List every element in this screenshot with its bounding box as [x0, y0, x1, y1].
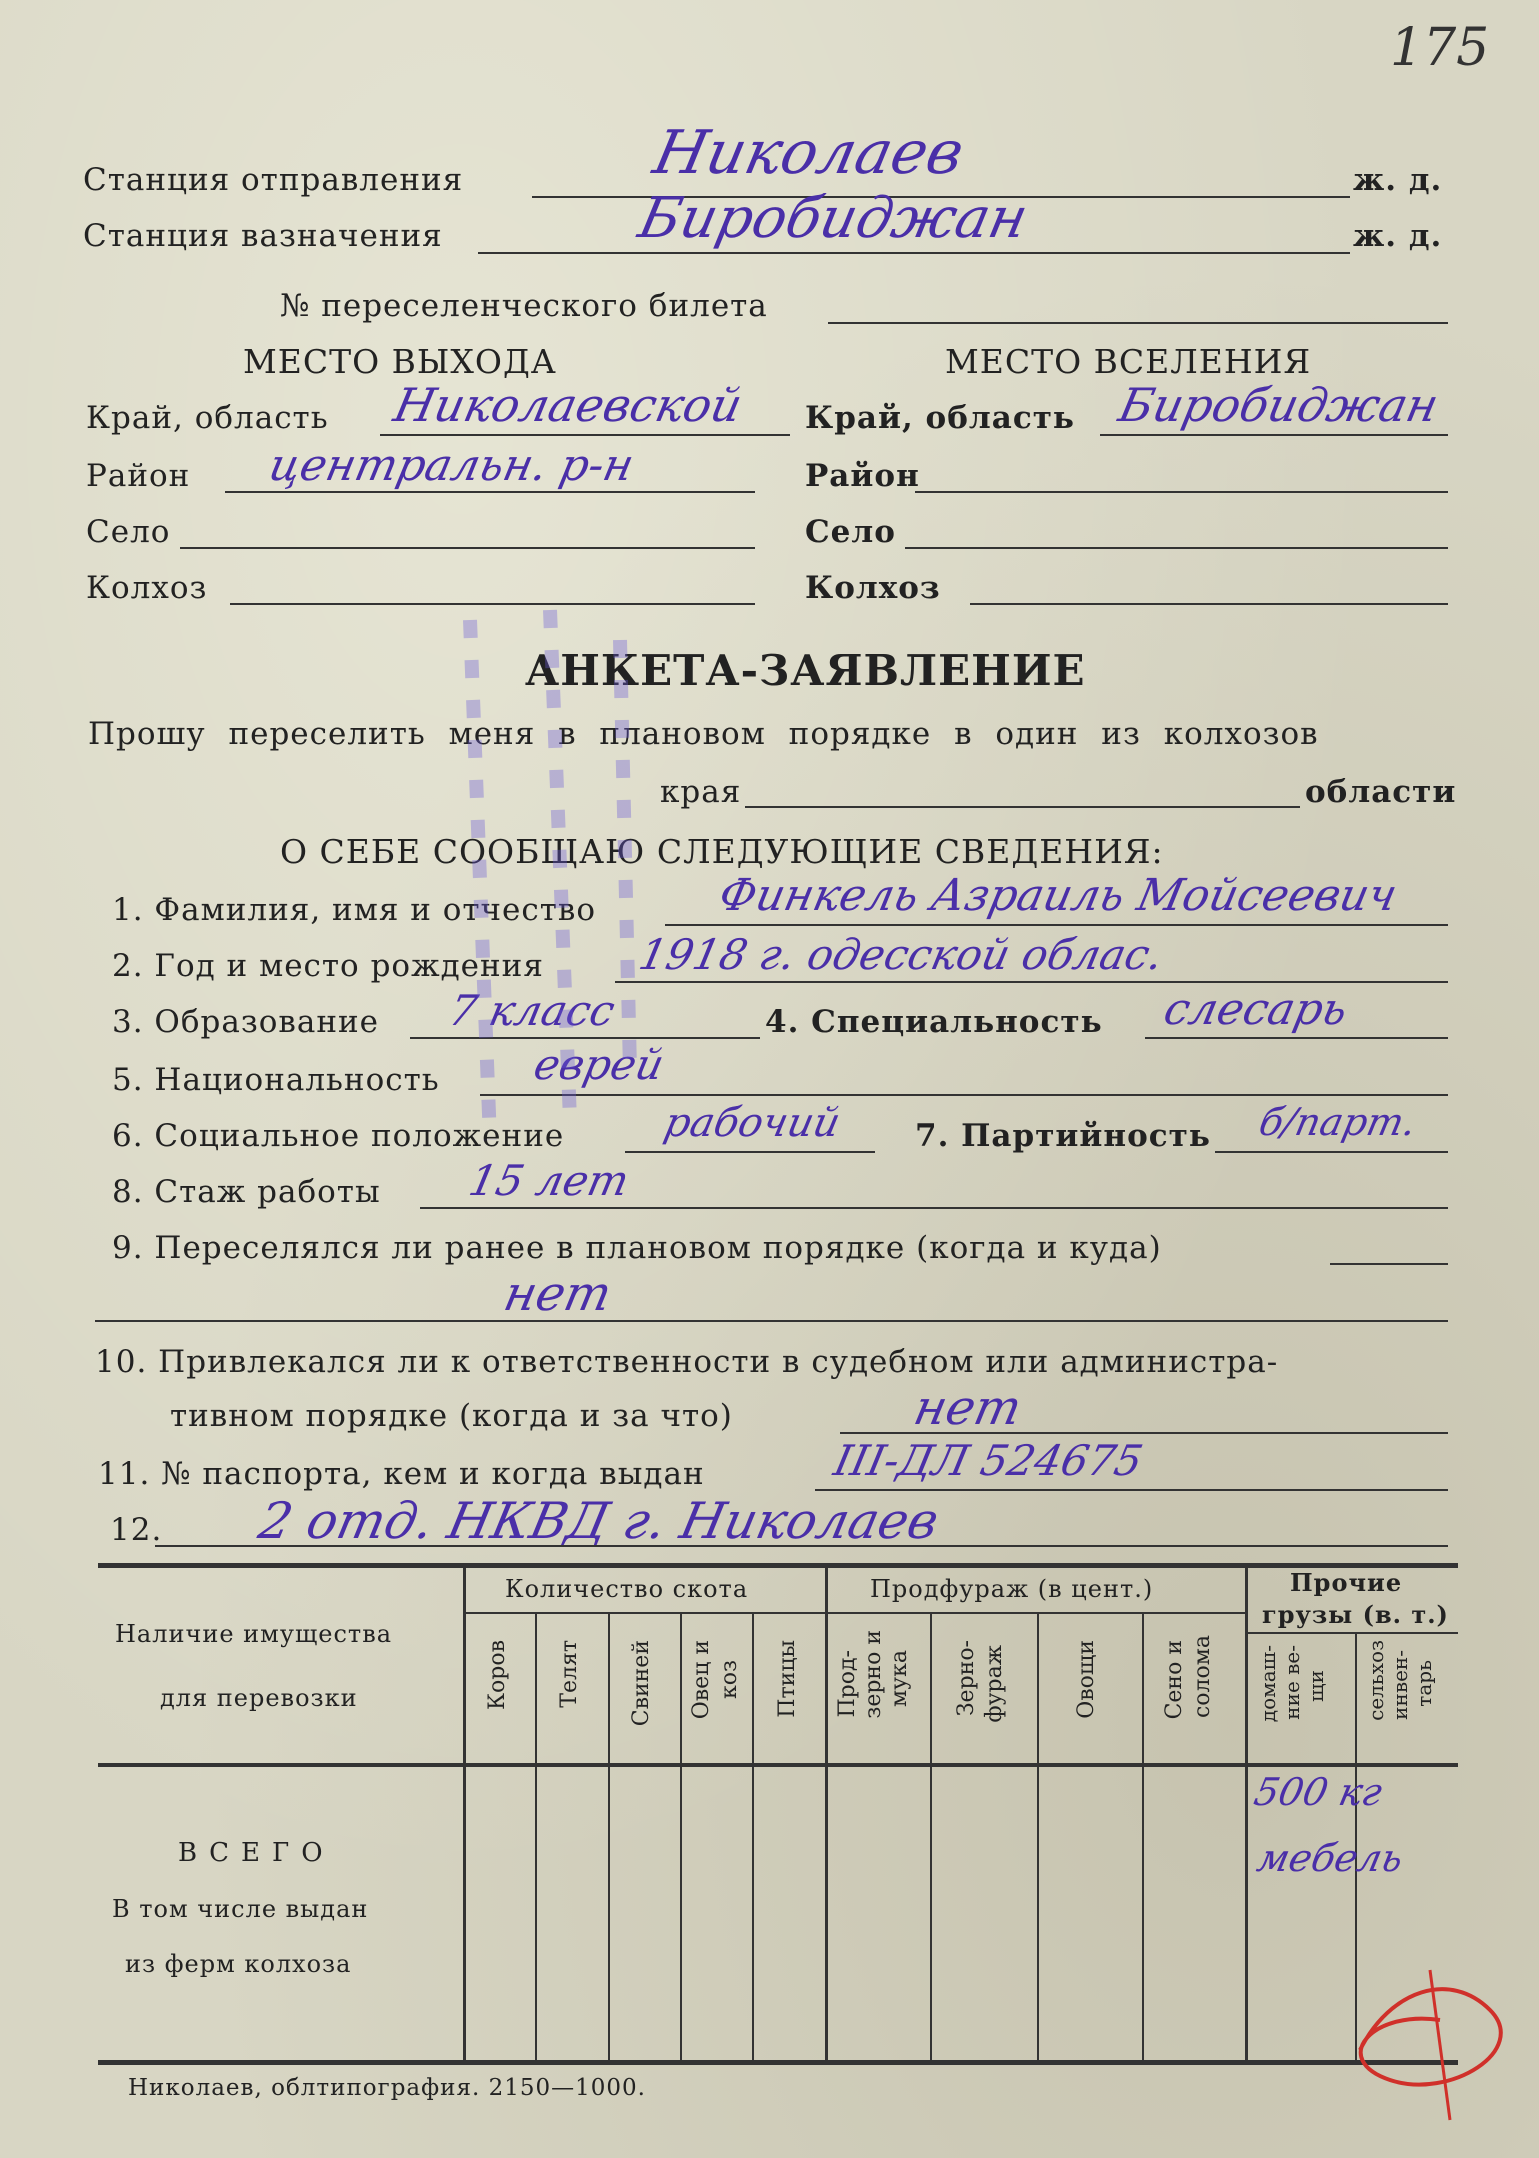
table-vline-6 — [930, 1612, 932, 2060]
destination-heading: МЕСТО ВСЕЛЕНИЯ — [945, 342, 1312, 381]
destination-line — [478, 252, 1350, 254]
request-kraya-line — [745, 806, 1300, 808]
field-3-value: 7 класс — [444, 986, 620, 1035]
table-vline-3 — [680, 1612, 682, 2060]
field-1-line — [665, 924, 1448, 926]
total-label: ВСЕГО — [178, 1838, 335, 1868]
origin-village-line — [180, 547, 755, 549]
table-vline-1 — [535, 1612, 537, 2060]
field-1-label: 1. Фамилия, имя и отчество — [112, 892, 597, 928]
table-vline-4 — [752, 1612, 754, 2060]
field-9-line-a — [1330, 1263, 1448, 1265]
field-12-line — [155, 1545, 1448, 1547]
including-label-b: из ферм колхоза — [125, 1950, 352, 1978]
field-5-value: еврей — [529, 1040, 669, 1089]
field-10-line — [840, 1432, 1448, 1434]
field-8-line — [420, 1207, 1448, 1209]
departure-label: Станция отправления — [83, 162, 464, 198]
field-2-label: 2. Год и место рождения — [112, 948, 544, 984]
field-12-label: 12. — [110, 1512, 163, 1548]
field-10-value: нет — [909, 1380, 1027, 1436]
table-group-underline-b — [825, 1612, 1245, 1614]
printer-footer: Николаев, облтипография. 2150—1000. — [128, 2075, 646, 2101]
including-label-a: В том числе выдан — [112, 1895, 369, 1923]
col-feed-a: Зерно- — [954, 1640, 979, 1717]
col-home-c: щи — [1304, 1670, 1328, 1702]
field-6-label: 6. Социальное положение — [112, 1118, 565, 1154]
home-goods-value-b: мебель — [1253, 1836, 1408, 1880]
table-vline-8 — [1142, 1612, 1144, 2060]
field-10-label-b: тивном порядке (когда и за что) — [170, 1398, 733, 1434]
dest-village-line — [905, 547, 1448, 549]
origin-region-label: Край, область — [86, 400, 329, 436]
table-vline-5 — [825, 1565, 828, 2060]
col-grain-a: Прод- — [835, 1650, 860, 1718]
field-11-value: III-ДЛ 524675 — [829, 1436, 1148, 1485]
stamp-ghost — [430, 600, 710, 1160]
field-6-value: рабочий — [660, 1100, 845, 1146]
field-5-label: 5. Национальность — [112, 1062, 440, 1098]
origin-kolkhoz-label: Колхоз — [86, 570, 208, 606]
field-11-line — [815, 1489, 1448, 1491]
col-birds: Птицы — [775, 1640, 800, 1718]
group-fodder: Продфураж (в цент.) — [870, 1575, 1154, 1603]
col-sheep-b: коз — [717, 1660, 742, 1699]
dest-district-line — [915, 491, 1448, 493]
field-3-label: 3. Образование — [112, 1004, 380, 1040]
form-title: АНКЕТА-ЗАЯВЛЕНИЕ — [525, 646, 1086, 695]
red-pencil-signature — [1330, 1930, 1530, 2130]
dest-kolkhoz-line — [970, 603, 1448, 605]
destination-value: Биробиджан — [633, 186, 1034, 251]
ticket-label: № переселенческого билета — [280, 288, 768, 324]
section-heading: О СЕБЕ СООБЩАЮ СЛЕДУЮЩИЕ СВЕДЕНИЯ: — [280, 832, 1164, 871]
home-goods-value-a: 500 кг — [1250, 1770, 1387, 1814]
origin-region-value: Николаевской — [389, 378, 747, 432]
departure-rail-suffix: ж. д. — [1353, 162, 1443, 198]
field-2-value: 1918 г. одесской облас. — [634, 930, 1168, 979]
field-4-label: 4. Специальность — [765, 1004, 1103, 1040]
field-7-line — [1215, 1151, 1448, 1153]
dest-region-line — [1100, 434, 1448, 436]
origin-district-label: Район — [86, 458, 191, 494]
request-oblasti: области — [1305, 774, 1457, 810]
departure-value: Николаев — [647, 118, 970, 188]
col-home-a: домаш- — [1256, 1645, 1280, 1723]
col-calves: Телят — [557, 1640, 582, 1708]
field-8-value: 15 лет — [464, 1156, 634, 1205]
field-12-value: 2 отд. НКВД г. Николаев — [253, 1492, 944, 1550]
table-top-border — [98, 1563, 1458, 1568]
field-1-value: Финкель Азраиль Мойсеевич — [714, 870, 1402, 921]
origin-heading: МЕСТО ВЫХОДА — [243, 342, 557, 381]
field-9-value: нет — [499, 1266, 617, 1322]
field-8-label: 8. Стаж работы — [112, 1174, 381, 1210]
col-home-b: ние ве- — [1280, 1645, 1304, 1720]
origin-region-line — [380, 434, 790, 436]
field-10-label-a: 10. Привлекался ли к ответственности в судебном или администра- — [95, 1344, 1279, 1380]
table-group-underline-c — [1245, 1632, 1458, 1634]
field-11-label: 11. № паспорта, кем и когда выдан — [98, 1456, 705, 1492]
group-livestock: Количество скота — [505, 1575, 749, 1603]
field-7-value: б/парт. — [1255, 1100, 1421, 1144]
col-grain-b: зерно и — [861, 1630, 886, 1719]
col-sheep-a: Овец и — [689, 1640, 714, 1720]
field-4-line — [1145, 1037, 1448, 1039]
request-kraya: края — [660, 774, 742, 810]
dest-kolkhoz-label: Колхоз — [805, 570, 941, 606]
origin-village-label: Село — [86, 514, 171, 550]
col-cows: Коров — [485, 1640, 510, 1710]
field-7-label: 7. Партийность — [915, 1118, 1211, 1154]
col-pigs: Свиней — [629, 1640, 654, 1727]
table-bottom-border — [98, 2060, 1458, 2065]
origin-district-value: центральн. р-н — [264, 440, 639, 491]
col-feed-b: фураж — [982, 1645, 1007, 1723]
col-tools-b: инвен- — [1388, 1650, 1412, 1720]
request-line: Прошу переселить меня в плановом порядке в один из колхозов — [88, 716, 1319, 752]
group-other-a: Прочие — [1290, 1568, 1403, 1597]
origin-district-line — [225, 491, 755, 493]
dest-district-label: Район — [805, 458, 920, 494]
group-other-b: грузы (в. т.) — [1262, 1600, 1449, 1629]
col-hay-b: солома — [1190, 1635, 1215, 1719]
dest-village-label: Село — [805, 514, 896, 550]
table-vline-2 — [608, 1612, 610, 2060]
table-group-underline-a — [463, 1612, 825, 1614]
field-9-label: 9. Переселялся ли ранее в плановом порядке (когда и куда) — [112, 1230, 1162, 1266]
table-vline-0 — [463, 1565, 466, 2060]
property-label-a: Наличие имущества — [115, 1620, 393, 1648]
field-2-line — [615, 981, 1448, 983]
col-tools-c: тарь — [1412, 1660, 1436, 1707]
field-4-value: слесарь — [1159, 984, 1353, 1035]
col-tools-a: сельхоз — [1364, 1640, 1388, 1721]
table-vline-9 — [1245, 1565, 1248, 2060]
destination-rail-suffix: ж. д. — [1353, 218, 1443, 254]
table-vline-7 — [1037, 1612, 1039, 2060]
destination-label: Станция вазначения — [83, 218, 443, 254]
archive-number: 175 — [1390, 18, 1490, 78]
ticket-line — [828, 322, 1448, 324]
col-veg: Овощи — [1074, 1640, 1099, 1719]
col-hay-a: Сено и — [1162, 1640, 1187, 1720]
dest-region-value: Биробиджан — [1114, 378, 1444, 432]
field-9-line-b — [95, 1320, 1448, 1322]
table-header-bottom — [98, 1763, 1458, 1767]
dest-region-label: Край, область — [805, 400, 1075, 436]
property-label-b: для перевозки — [160, 1684, 358, 1712]
col-grain-c: мука — [887, 1650, 912, 1707]
